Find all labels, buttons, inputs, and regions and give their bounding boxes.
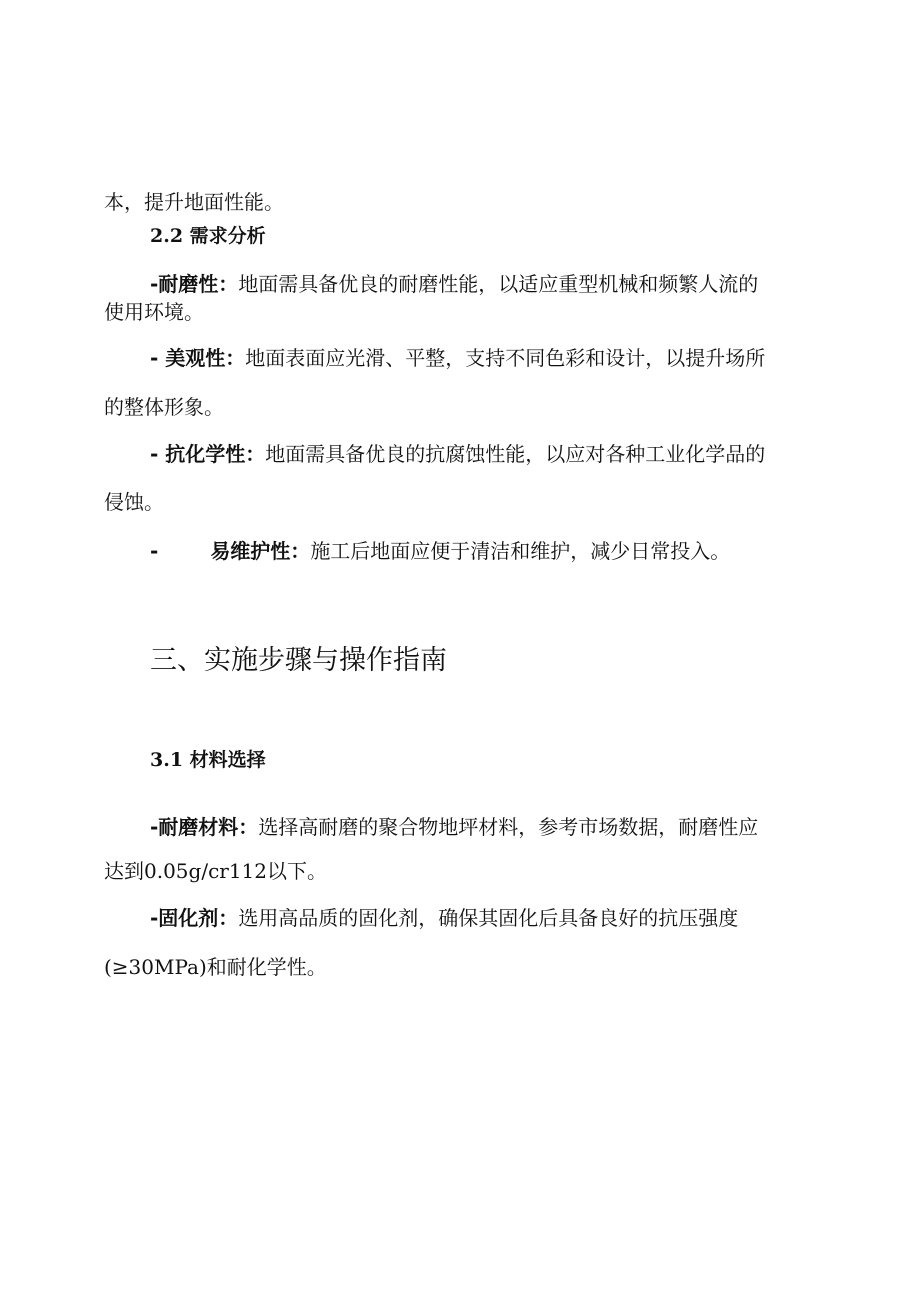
item-label: - 抗化学性：	[150, 442, 266, 466]
chapter-heading-3: 三、实施步骤与操作指南	[150, 645, 447, 676]
paragraph-continuation: 本，提升地面性能。	[104, 190, 284, 214]
item-text: 选择高耐磨的聚合物地坪材料，参考市场数据，耐磨性应	[258, 815, 759, 839]
item-wear-resistance-cont: 使用环境。	[104, 300, 204, 324]
item-wear-material	[150, 813, 870, 841]
item-chemical-resistance-cont: 侵蚀。	[104, 490, 164, 514]
item-curing-agent-cont: (≥30MPa)和耐化学性。	[104, 955, 327, 979]
section-heading-3-1: 3.1 材料选择	[150, 749, 266, 771]
item-label: -耐磨材料：	[150, 815, 259, 839]
item-label: 易维护性：	[210, 539, 311, 563]
item-wear-resistance	[150, 270, 870, 298]
item-appearance	[150, 344, 870, 372]
item-label: -耐磨性：	[150, 272, 239, 296]
item-curing-agent	[150, 904, 870, 932]
item-label: - 美观性：	[150, 346, 246, 370]
item-maintainability	[150, 537, 870, 565]
item-dash: -	[150, 539, 159, 563]
item-text: 地面表面应光滑、平整，支持不同色彩和设计，以提升场所	[245, 346, 766, 370]
item-appearance-cont: 的整体形象。	[104, 395, 224, 419]
item-wear-material-cont: 达到0.05g∕cr112以下。	[104, 859, 328, 883]
item-text: 地面需具备优良的耐磨性能，以适应重型机械和频繁人流的	[238, 272, 759, 296]
item-label: -固化剂：	[150, 906, 239, 930]
item-text: 地面需具备优良的抗腐蚀性能，以应对各种工业化学品的	[265, 442, 766, 466]
item-text: 施工后地面应便于清洁和维护，减少日常投入。	[310, 539, 731, 563]
section-heading-2-2: 2.2 需求分析	[150, 225, 266, 247]
item-chemical-resistance	[150, 440, 870, 468]
item-text: 选用高品质的固化剂，确保其固化后具备良好的抗压强度	[238, 906, 739, 930]
